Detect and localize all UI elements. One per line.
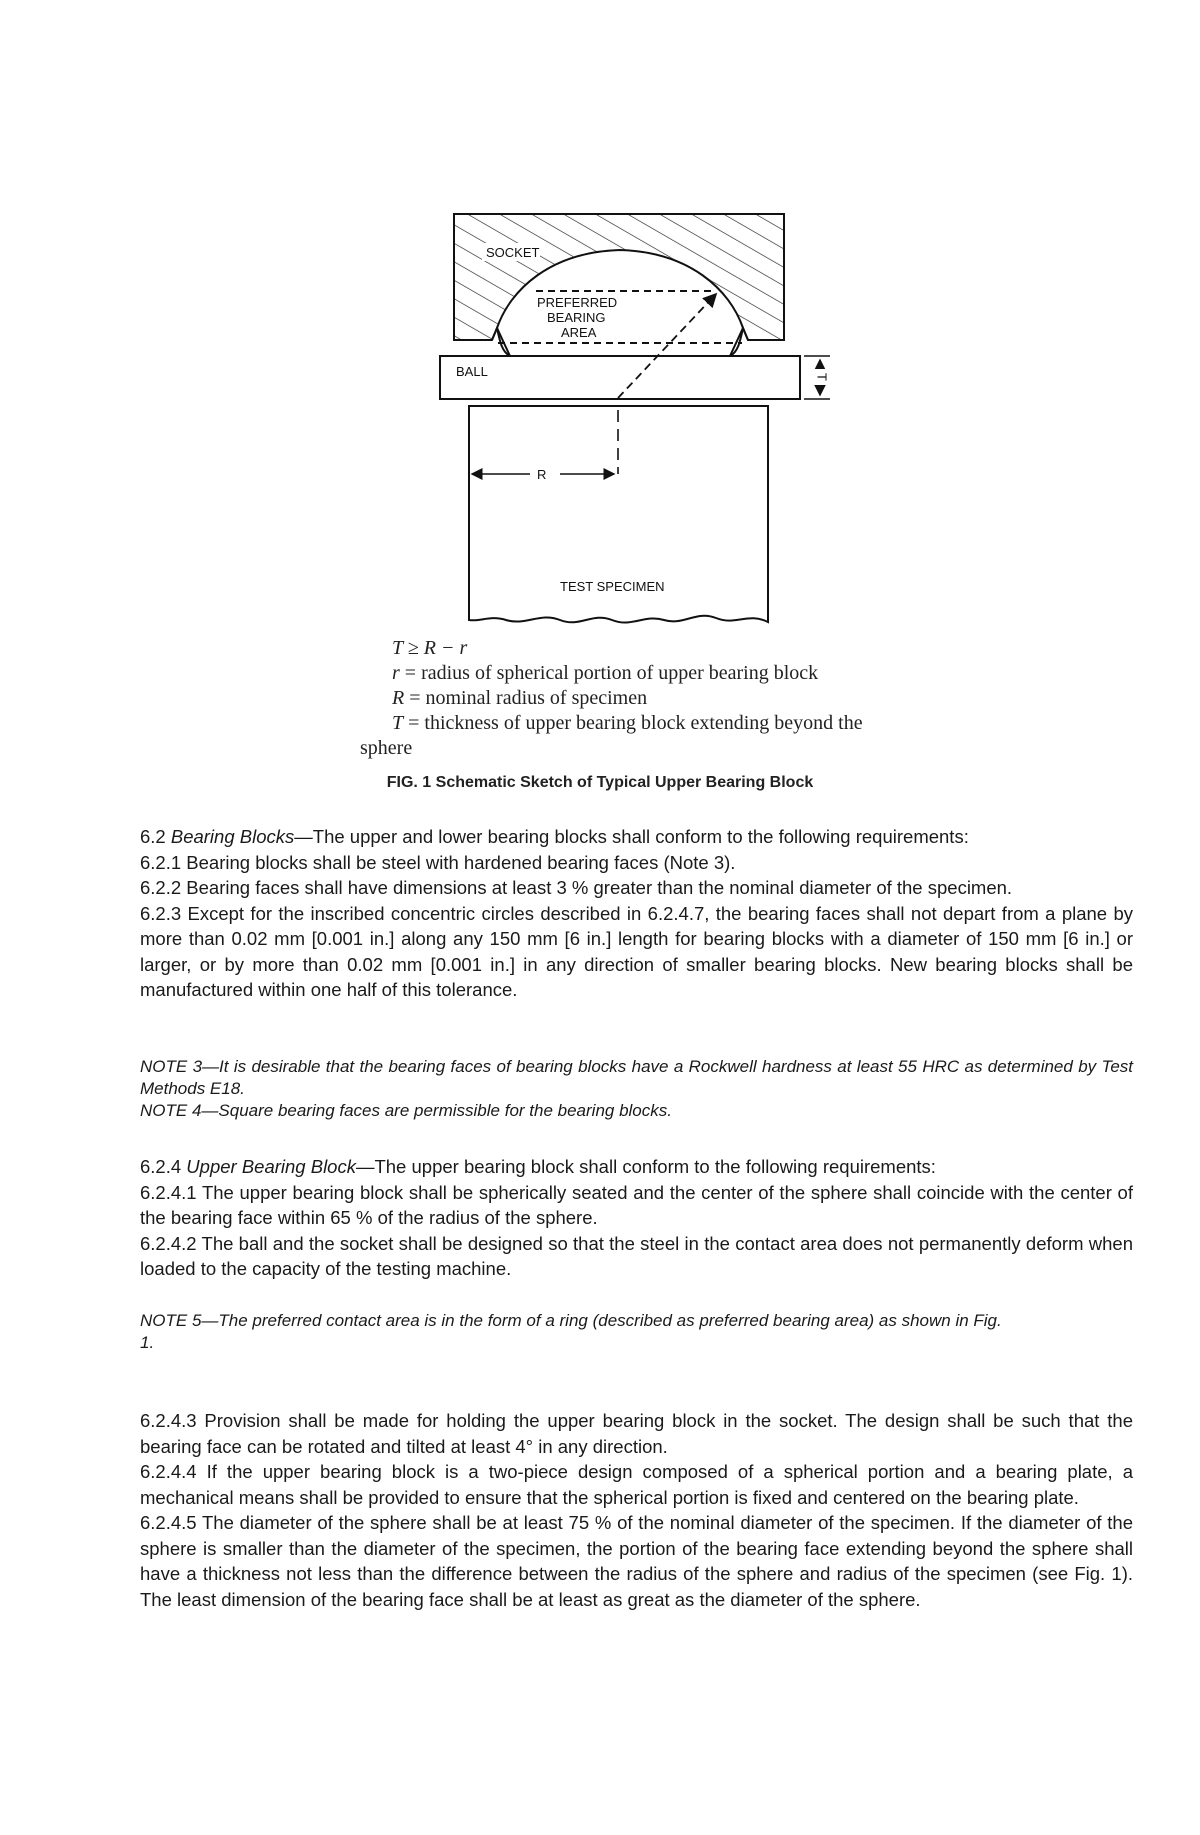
note-4: NOTE 4—Square bearing faces are permissible for the bearing blocks. [140,1101,672,1120]
R-definition: R = nominal radius of specimen [392,687,648,709]
note-5: NOTE 5—The preferred contact area is in the form of a ring (described as preferred bearing area) as shown in Fig. [140,1311,1002,1330]
preferred-bearing-area [498,291,742,343]
r-definition: r = radius of spherical portion of upper bearing block [392,662,819,684]
thickness-dimension [804,356,830,399]
notes-3-4 [140,1056,1133,1122]
section-6-2-4-3 [140,1408,1133,1612]
ball-label: BALL [456,364,488,379]
socket-label: SOCKET [486,245,540,260]
para-6-2-4-4: 6.2.4.4 If the upper bearing block is a two-piece design composed of a spherical portion and a bearing plate, a mechanical means shall be provided to ensure that the spherical portion is fixed and centered on the bearing plate. [140,1461,1133,1508]
test-specimen [469,406,768,623]
para-6-2-3: 6.2.3 Except for the inscribed concentric circles described in 6.2.4.7, the bearing faces shall not depart from a plane by more than 0.02 mm [0.001 in.] along any 150 mm [6 in.] length for bearing blocks with a diameter of 150 mm [6 in.] or larger, or by more than 0.02 mm [0.001 in.] in any direction of smaller bearing blocks. New bearing blocks shall be manufactured within one half of this tolerance. [140,902,1133,1000]
preferred-label-1: PREFERRED [537,295,618,310]
para-6-2-4-1: 6.2.4.1 The upper bearing block shall be spherically seated and the center of the sphere shall coincide with the center of the bearing face within 65 % of the radius of the sphere. [140,1181,1133,1228]
specimen-radius-label: R [537,467,547,482]
section-6-2-4 [140,1154,1133,1282]
note-3: NOTE 3—It is desirable that the bearing faces of bearing blocks have a Rockwell hardness at least 55 HRC as determined by Test Methods E18. [140,1057,1133,1098]
para-6-2-4: 6.2.4 Upper Bearing Block—The upper bearing block shall conform to the following requirements: [140,1156,936,1177]
note-5-cont: 1. [140,1333,155,1352]
t-label: T [814,373,830,381]
section-6-2 [140,824,1133,1003]
preferred-label-3: AREA [561,325,597,340]
T-definition: T = thickness of upper bearing block extending beyond the [392,712,863,734]
preferred-label-2: BEARING [547,310,606,325]
figure-title: FIG. 1 Schematic Sketch of Typical Upper Bearing Block [386,774,814,791]
T-definition-cont: sphere [360,737,413,759]
specimen-label: TEST SPECIMEN [560,579,665,594]
note-5-block [140,1310,1133,1354]
para-6-2-1: 6.2.1 Bearing blocks shall be steel with hardened bearing faces (Note 3). [140,851,736,873]
para-6-2: 6.2 Bearing Blocks—The upper and lower bearing blocks shall conform to the following requirements: [140,826,969,847]
para-6-2-4-5: 6.2.4.5 The diameter of the sphere shall be at least 75 % of the nominal diameter of the specimen. If the diameter of the sphere is smaller than the diameter of the specimen, the portion of the bearing face extending beyond the sphere shall have a thickness not less than the difference between the radius of the sphere and radius of the specimen (see Fig. 1). The least dimension of the bearing face shall be at least as great as the diameter of the sphere. [140,1512,1133,1610]
formula-line: T ≥ R − r [392,637,468,659]
figure-caption [360,636,980,761]
bearing-block-figure [430,200,830,630]
para-6-2-2: 6.2.2 Bearing faces shall have dimensions at least 3 % greater than the nominal diameter of the specimen. [140,877,1013,898]
para-6-2-4-3: 6.2.4.3 Provision shall be made for holding the upper bearing block in the socket. The design shall be such that the bearing face can be rotated and tilted at least 4° in any direction. [140,1410,1133,1457]
para-6-2-4-2: 6.2.4.2 The ball and the socket shall be designed so that the steel in the contact area does not permanently deform when loaded to the capacity of the testing machine. [140,1232,1133,1279]
